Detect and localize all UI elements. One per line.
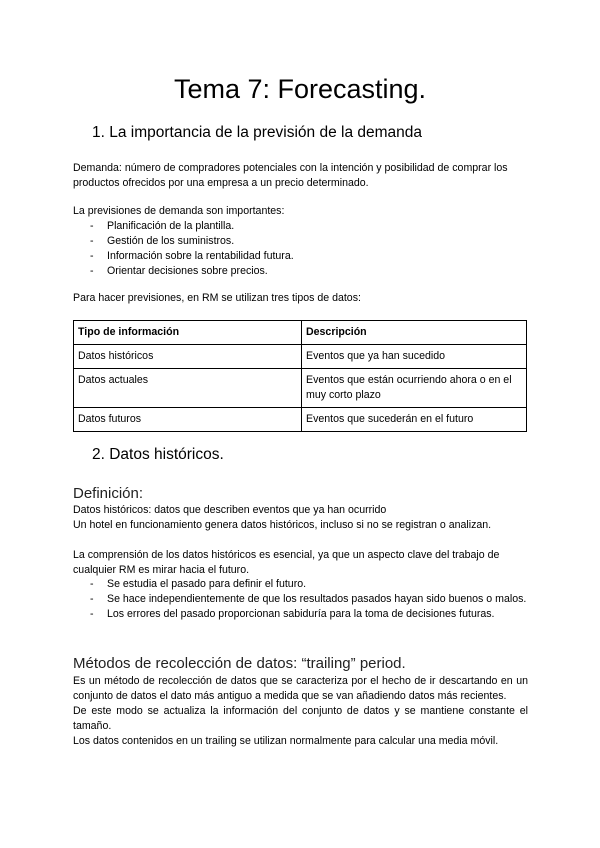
paragraph-metodos	[73, 674, 528, 749]
paragraph-table-intro: Para hacer previsiones, en RM se utilizan tres tipos de datos:	[73, 292, 361, 304]
list-item: - Se hace independientemente de que los resultados pasados hayan sido buenos o malos.	[90, 593, 527, 605]
metodos-paragraph-2: De este modo se actualiza la información del conjunto de datos y se mantiene constante el tamaño.	[73, 705, 528, 732]
pasado-list	[73, 577, 528, 622]
paragraph-definicion	[73, 503, 528, 533]
list-item: - Planificación de la plantilla.	[90, 220, 235, 232]
list-item: - Información sobre la rentabilidad futura.	[90, 250, 294, 262]
table-cell: Datos futuros	[74, 408, 302, 432]
comprension-line-1: La comprensión de los datos históricos es esencial, ya que un aspecto clave del trabajo de	[73, 549, 500, 561]
metodos-paragraph-1: Es un método de recolección de datos que se caracteriza por el hecho de ir descartando en un conjunto de datos el dato más antiguo a medida que se van añadiendo datos más recientes.	[73, 675, 528, 702]
table-cell: Datos actuales	[74, 369, 302, 408]
list-item: - Orientar decisiones sobre precios.	[90, 265, 268, 277]
data-types-table	[73, 320, 527, 432]
table-row	[74, 345, 527, 369]
demanda-line-2: productos ofrecidos por una empresa a un precio determinado.	[73, 177, 369, 189]
section-heading-datos-historicos: 2. Datos históricos.	[92, 446, 224, 463]
table-cell: Eventos que están ocurriendo ahora o en el muy corto plazo	[302, 369, 527, 408]
previsiones-list	[73, 219, 528, 279]
table-cell: Eventos que sucederán en el futuro	[302, 408, 527, 432]
definicion-line-2: Un hotel en funcionamiento genera datos históricos, incluso si no se registran o analizan.	[73, 519, 492, 531]
page-title: Tema 7: Forecasting.	[173, 74, 427, 104]
definicion-line-1: Datos históricos: datos que describen eventos que ya han ocurrido	[73, 504, 387, 516]
metodos-paragraph-3: Los datos contenidos en un trailing se utilizan normalmente para calcular una media móvil.	[73, 735, 499, 747]
list-item: - Gestión de los suministros.	[90, 235, 235, 247]
section-heading-importancia: 1. La importancia de la previsión de la demanda	[92, 124, 423, 141]
list-item: - Se estudia el pasado para definir el futuro.	[90, 578, 307, 590]
subheading-definicion: Definición:	[73, 485, 144, 502]
table-row	[74, 408, 527, 432]
demanda-line-1: Demanda: número de compradores potenciales con la intención y posibilidad de comprar los	[73, 162, 508, 174]
table-row	[74, 369, 527, 408]
table-header-row	[74, 321, 527, 345]
table-header-descripcion: Descripción	[302, 321, 527, 345]
table-cell: Eventos que ya han sucedido	[302, 345, 527, 369]
paragraph-comprension	[73, 548, 528, 578]
table-cell: Datos históricos	[74, 345, 302, 369]
paragraph-demanda	[73, 161, 528, 191]
subheading-metodos: Métodos de recolección de datos: “trailing” period.	[73, 655, 406, 672]
paragraph-previsiones-intro: La previsiones de demanda son importantes:	[73, 205, 285, 217]
table-header-tipo: Tipo de información	[74, 321, 302, 345]
comprension-line-2: cualquier RM es mirar hacia el futuro.	[73, 564, 250, 576]
list-item: - Los errores del pasado proporcionan sabiduría para la toma de decisiones futuras.	[90, 608, 495, 620]
